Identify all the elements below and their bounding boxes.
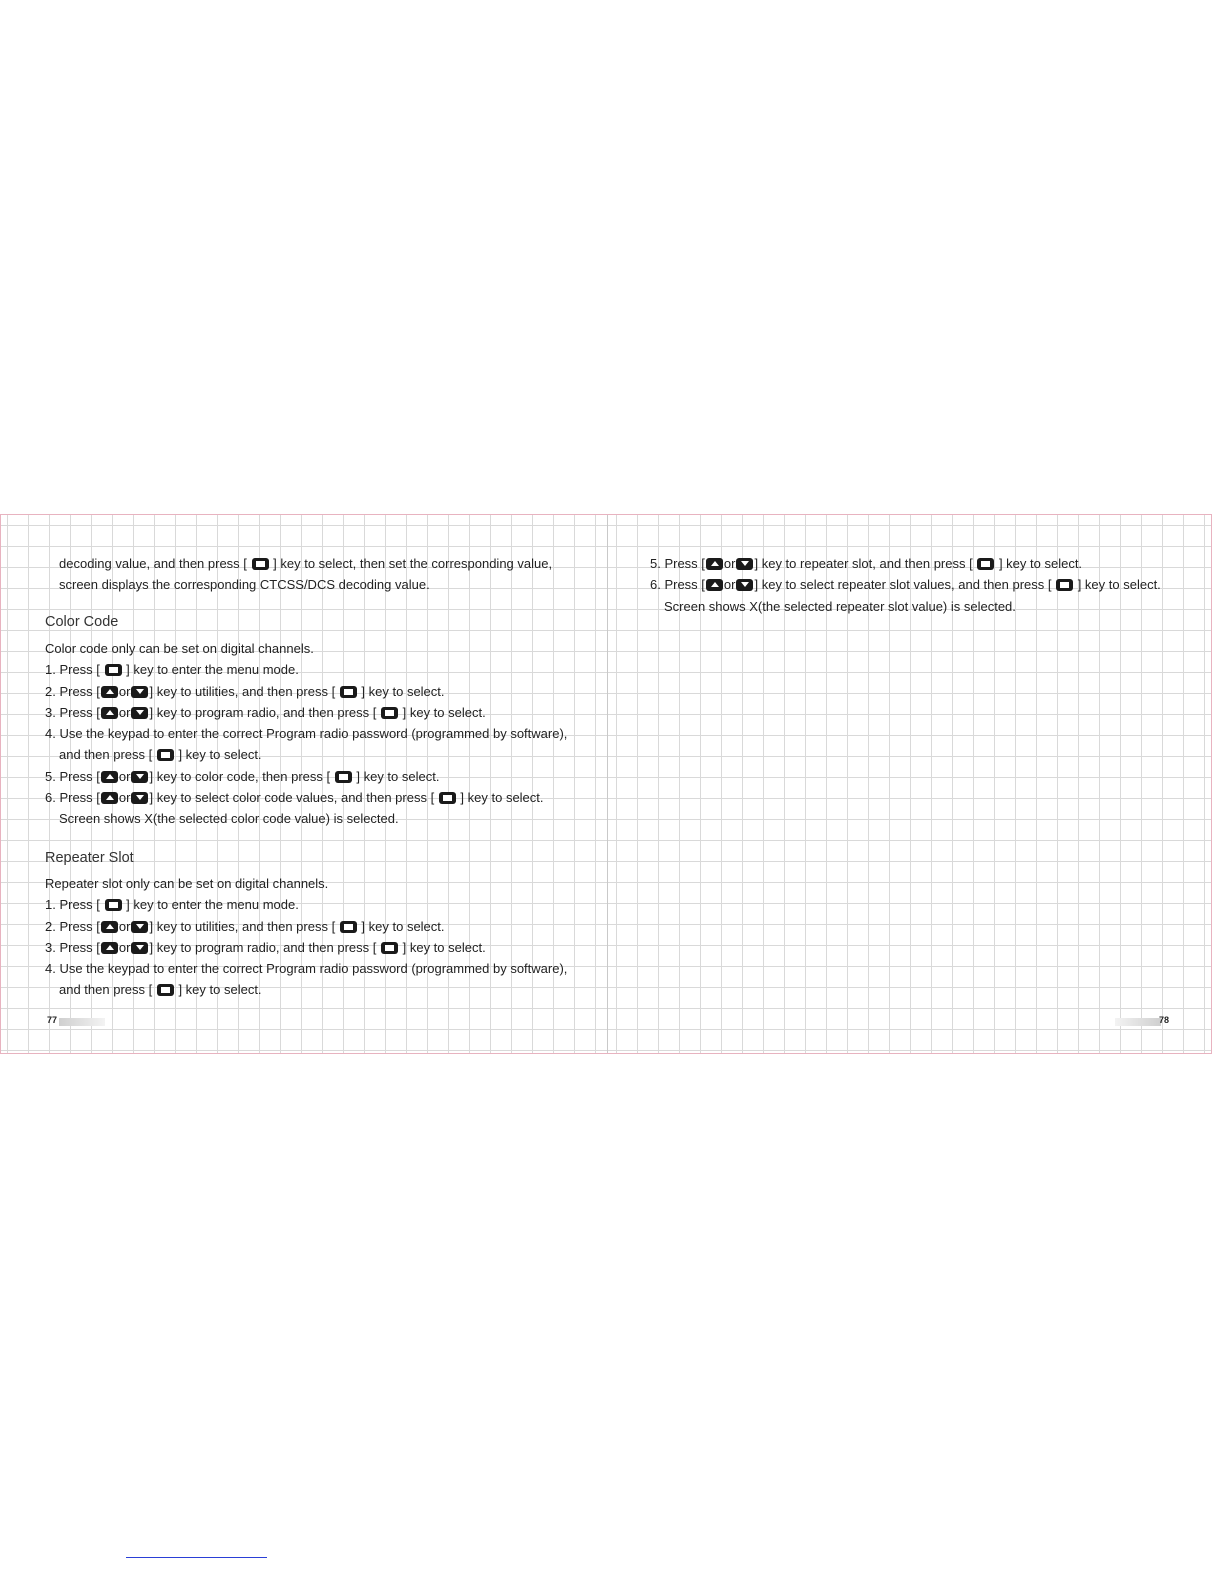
page-number-bar xyxy=(59,1018,105,1026)
step-3: 3. Press [ or ] key to program radio, and then press [ ] key to select. xyxy=(45,939,486,955)
down-arrow-key-icon xyxy=(131,771,148,783)
step-6: 6. Press [ or ] key to select repeater slot values, and then press [ ] key to select. xyxy=(650,577,1161,593)
up-arrow-key-icon xyxy=(101,771,118,783)
up-arrow-key-icon xyxy=(101,792,118,804)
right-page xyxy=(608,515,1213,1053)
up-arrow-key-icon xyxy=(101,942,118,954)
page-number-bar xyxy=(1115,1018,1161,1026)
menu-key-icon xyxy=(105,899,122,911)
step-2: 2. Press [ or ] key to utilities, and then press [ ] key to select. xyxy=(45,683,445,699)
text-line: decoding value, and then press [ ] key to select, then set the corresponding value, xyxy=(59,556,553,571)
down-arrow-key-icon xyxy=(736,579,753,591)
up-arrow-key-icon xyxy=(101,921,118,933)
menu-key-icon xyxy=(1056,579,1073,591)
menu-key-icon xyxy=(340,686,357,698)
section-heading-color-code: Color Code xyxy=(45,614,119,630)
color-code-steps xyxy=(45,638,567,830)
menu-key-icon xyxy=(439,792,456,804)
text-line: screen displays the corresponding CTCSS/DCS decoding value. xyxy=(59,577,430,593)
manual-spread xyxy=(0,514,1212,1054)
step-4: 4. Use the keypad to enter the correct Program radio password (programmed by software), xyxy=(45,726,568,742)
intro-text: Color code only can be set on digital channels. xyxy=(45,641,314,656)
menu-key-icon xyxy=(105,664,122,676)
step-5: 5. Press [ or ] key to repeater slot, and then press [ ] key to select. xyxy=(650,556,1083,571)
down-arrow-key-icon xyxy=(131,686,148,698)
step-3: 3. Press [ or ] key to program radio, and then press [ ] key to select. xyxy=(45,704,486,720)
step-4-cont: and then press [ ] key to select. xyxy=(59,747,262,763)
step-1: 1. Press [ ] key to enter the menu mode. xyxy=(45,662,299,678)
up-arrow-key-icon xyxy=(101,707,118,719)
up-arrow-key-icon xyxy=(706,558,723,570)
up-arrow-key-icon xyxy=(101,686,118,698)
section-heading-repeater-slot: Repeater Slot xyxy=(45,850,134,866)
menu-key-icon xyxy=(340,921,357,933)
down-arrow-key-icon xyxy=(131,792,148,804)
down-arrow-key-icon xyxy=(131,921,148,933)
down-arrow-key-icon xyxy=(131,707,148,719)
menu-key-icon xyxy=(381,707,398,719)
page-number-left: 77 xyxy=(47,1015,58,1025)
step-4: 4. Use the keypad to enter the correct Program radio password (programmed by software), xyxy=(45,961,568,977)
step-6: 6. Press [ or ] key to select color code values, and then press [ ] key to select. xyxy=(45,790,544,806)
menu-key-icon xyxy=(381,942,398,954)
menu-key-icon xyxy=(335,771,352,783)
menu-key-icon xyxy=(977,558,994,570)
up-arrow-key-icon xyxy=(706,579,723,591)
step-4-cont: and then press [ ] key to select. xyxy=(59,982,262,998)
step-6-cont: Screen shows X(the selected color code value) is selected. xyxy=(59,811,399,827)
repeater-slot-steps-cont xyxy=(650,553,1161,617)
intro-text: Repeater slot only can be set on digital channels. xyxy=(45,876,329,891)
continuation-block xyxy=(59,553,552,596)
down-arrow-key-icon xyxy=(131,942,148,954)
step-5: 5. Press [ or ] key to color code, then press [ ] key to select. xyxy=(45,768,440,784)
menu-key-icon xyxy=(157,749,174,761)
menu-key-icon xyxy=(157,984,174,996)
down-arrow-key-icon xyxy=(736,558,753,570)
step-1: 1. Press [ ] key to enter the menu mode. xyxy=(45,897,299,913)
page-number-right: 78 xyxy=(1159,1015,1170,1025)
footer-underline xyxy=(126,1557,267,1558)
step-2: 2. Press [ or ] key to utilities, and then press [ ] key to select. xyxy=(45,918,445,934)
repeater-slot-steps xyxy=(45,873,567,1001)
menu-key-icon xyxy=(252,558,269,570)
left-page xyxy=(1,515,607,1053)
step-6-cont: Screen shows X(the selected repeater slot value) is selected. xyxy=(664,598,1016,614)
